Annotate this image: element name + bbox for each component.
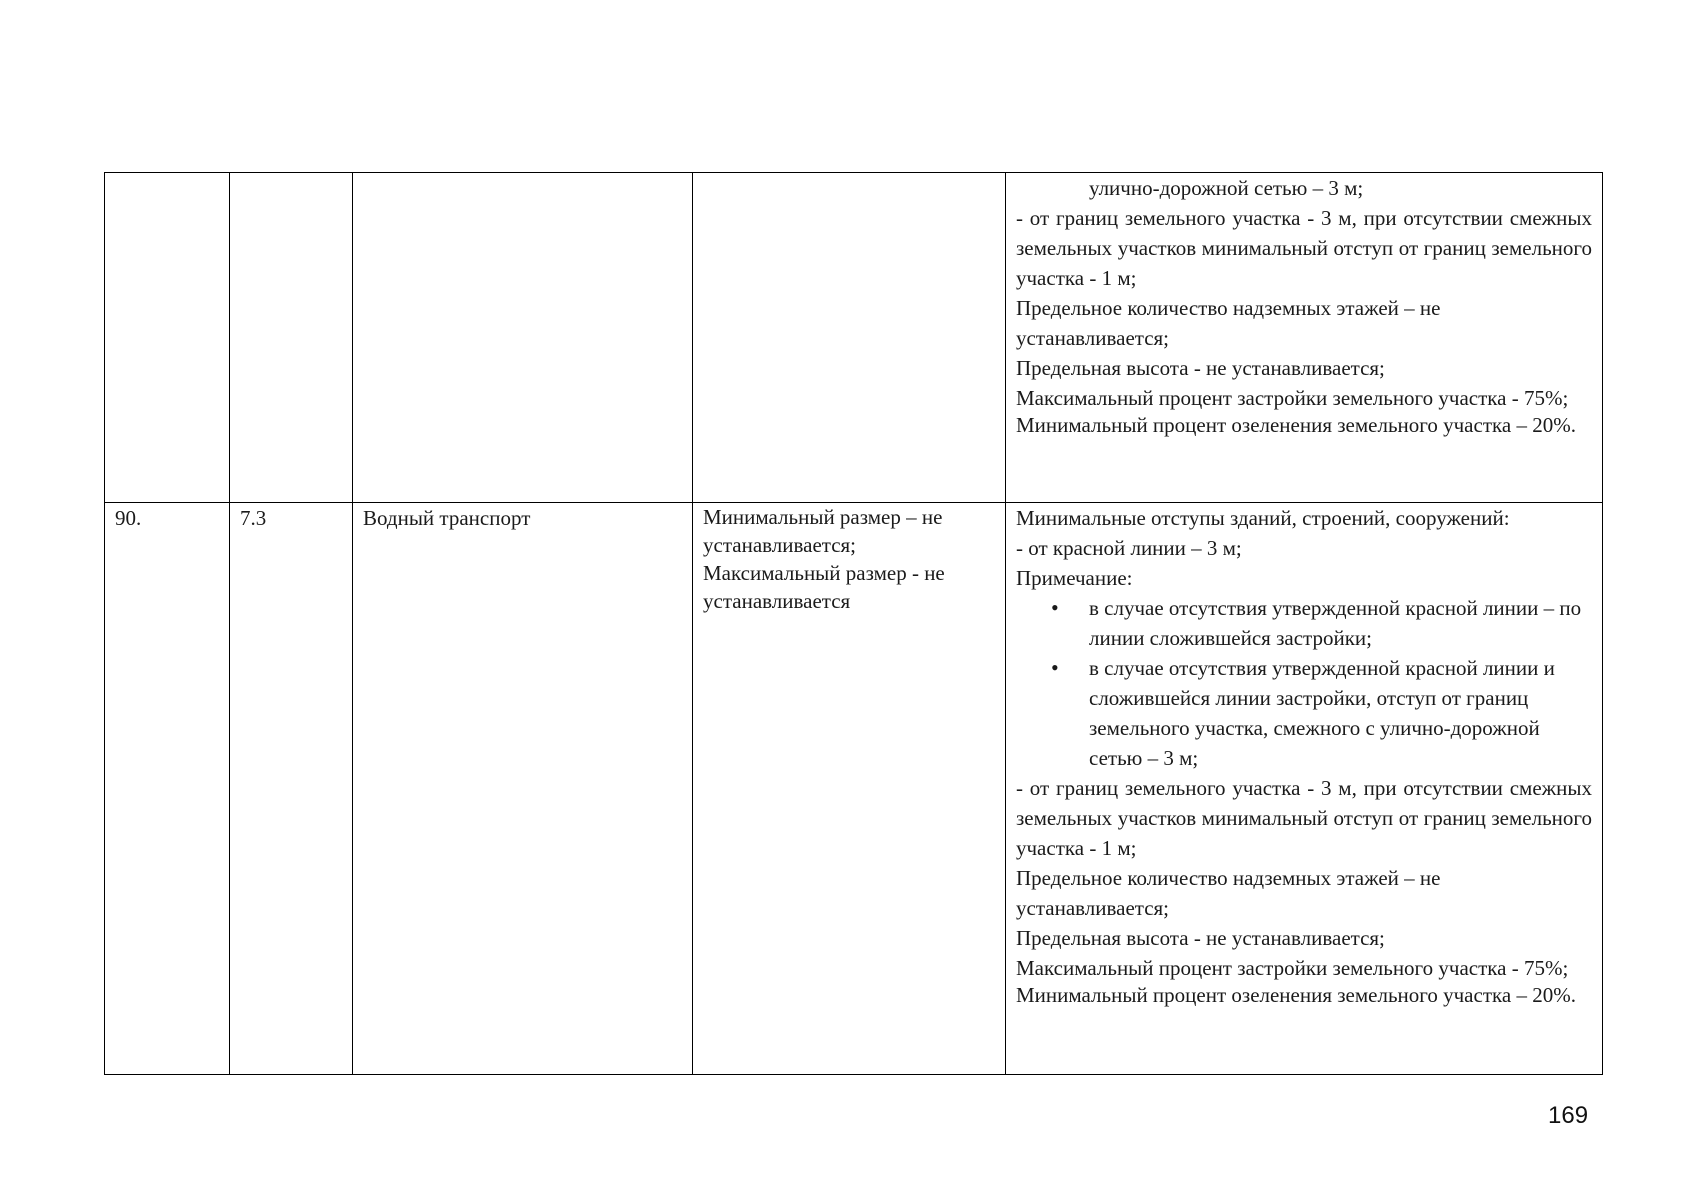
plot-size-cell xyxy=(693,173,1006,503)
min-greenery-text: Минимальный процент озеленения земельного участка – 20%. xyxy=(1016,983,1576,1007)
table-row xyxy=(105,173,1603,503)
table-row xyxy=(105,503,1603,1075)
max-coverage-text: Максимальный процент застройки земельного участка - 75%; xyxy=(1016,956,1569,980)
floors-limit-text: Предельное количество надземных этажей – не устанавливается; xyxy=(1016,866,1441,920)
setbacks-heading: Минимальные отступы зданий, строений, сооружений: xyxy=(1016,506,1510,530)
parameters-cell xyxy=(1006,503,1603,1075)
continued-bullet-line: улично-дорожной сетью – 3 м; xyxy=(1089,176,1364,200)
boundary-setback-text: - от границ земельного участка - 3 м, при отсутствии смежных земельных участков минимальный отступ от границ земельного участка - 1 м; xyxy=(1016,206,1592,290)
use-name-cell xyxy=(353,173,693,503)
height-limit-text: Предельная высота - не устанавливается; xyxy=(1016,926,1385,950)
regulations-table xyxy=(104,172,1603,1075)
page-number: 169 xyxy=(1548,1102,1589,1129)
notes-list xyxy=(1016,593,1592,773)
row-number-cell xyxy=(105,173,230,503)
code-cell: 7.3 xyxy=(230,503,353,1075)
use-name-cell: Водный транспорт xyxy=(353,503,693,1075)
min-greenery-text: Минимальный процент озеленения земельного участка – 20%. xyxy=(1016,413,1576,437)
floors-limit-text: Предельное количество надземных этажей – не устанавливается; xyxy=(1016,296,1441,350)
code-cell xyxy=(230,173,353,503)
min-size-text: Минимальный размер – не устанавливается; xyxy=(703,505,943,557)
height-limit-text: Предельная высота - не устанавливается; xyxy=(1016,356,1385,380)
red-line-setback-text: - от красной линии – 3 м; xyxy=(1016,536,1242,560)
list-item: • в случае отсутствия утвержденной красной линии – по линии сложившейся застройки; xyxy=(1089,593,1592,653)
max-coverage-text: Максимальный процент застройки земельного участка - 75%; xyxy=(1016,386,1569,410)
list-item: • в случае отсутствия утвержденной красной линии и сложившейся линии застройки, отступ от границ земельного участка, смежного с улично-дорожной сетью – 3 м; xyxy=(1089,653,1592,773)
plot-size-cell xyxy=(693,503,1006,1075)
boundary-setback-text: - от границ земельного участка - 3 м, при отсутствии смежных земельных участков минимальный отступ от границ земельного участка - 1 м; xyxy=(1016,776,1592,860)
max-size-text: Максимальный размер - не устанавливается xyxy=(703,561,945,613)
note-label: Примечание: xyxy=(1016,566,1133,590)
parameters-cell xyxy=(1006,173,1603,503)
row-number-cell: 90. xyxy=(105,503,230,1075)
